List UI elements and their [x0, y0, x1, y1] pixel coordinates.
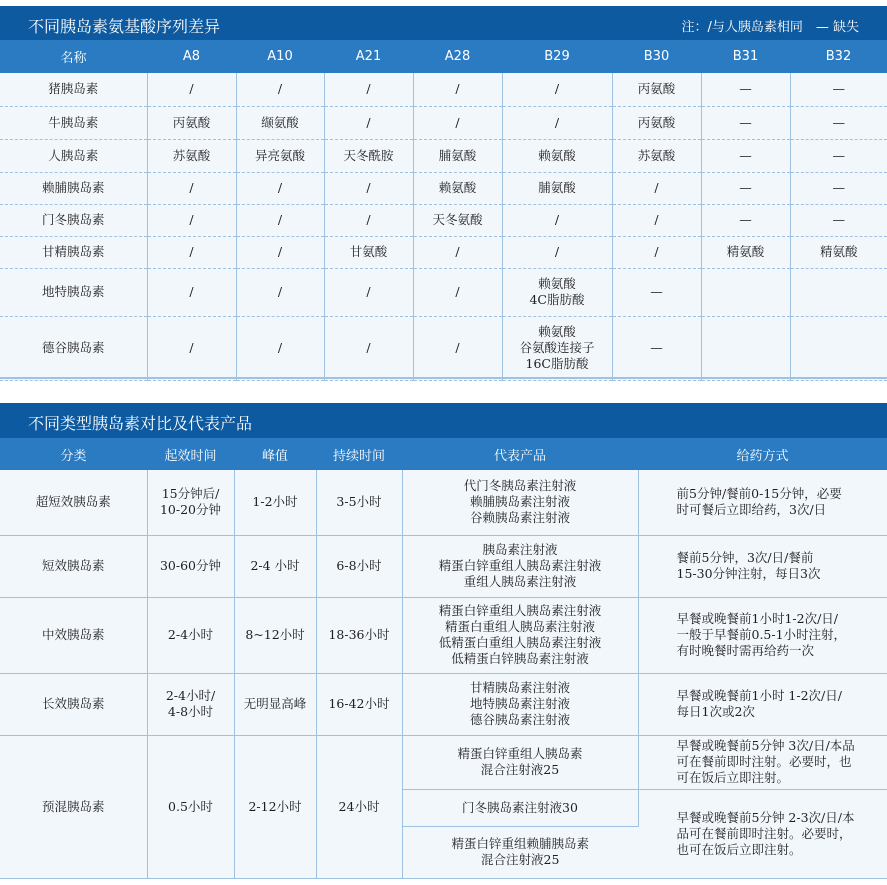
- table-cell: /: [413, 236, 502, 268]
- row-name-cell: 人胰岛素: [0, 139, 147, 172]
- table1-title: 不同胰岛素氨基酸序列差异: [28, 17, 221, 36]
- table1-header: [0, 40, 887, 73]
- type-cell: 超短效胰岛素: [0, 470, 147, 535]
- peak-cell: 8~12小时: [234, 597, 316, 673]
- products-cell: 精蛋白锌重组人胰岛素 混合注射液25: [402, 735, 638, 789]
- products-cell: 门冬胰岛素注射液30: [402, 789, 638, 826]
- table-cell: [701, 316, 790, 380]
- table2-body: [0, 470, 887, 879]
- table-cell: /: [413, 73, 502, 106]
- table-cell: [790, 268, 887, 316]
- table1-title-bar: [0, 6, 887, 40]
- table-cell: 赖氨酸 4C脂肪酸: [502, 268, 612, 316]
- peak-cell: 2-4 小时: [234, 535, 316, 597]
- duration-cell: 6-8小时: [316, 535, 402, 597]
- table-cell: /: [147, 236, 236, 268]
- table-row: [0, 535, 887, 597]
- table-row: [0, 139, 887, 172]
- table-row: [0, 172, 887, 204]
- table1-note: 注：/与人胰岛素相同 — 缺失: [681, 20, 859, 35]
- table2-header-cell: 给药方式: [736, 448, 789, 464]
- table-cell: 苏氨酸: [147, 139, 236, 172]
- admin-cell: 早餐或晚餐前5分钟 3次/日/本品 可在餐前即时注射。必要时，也 可在饭后立即注射。: [638, 735, 887, 789]
- row-name-cell: 门冬胰岛素: [0, 204, 147, 236]
- table-cell: /: [236, 236, 324, 268]
- products-cell: 甘精胰岛素注射液 地特胰岛素注射液 德谷胰岛素注射液: [402, 673, 638, 735]
- table-cell: 苏氨酸: [612, 139, 701, 172]
- table-cell: 精氨酸: [790, 236, 887, 268]
- row-name-cell: 甘精胰岛素: [0, 236, 147, 268]
- table-cell: /: [413, 316, 502, 380]
- row-name-cell: 地特胰岛素: [0, 268, 147, 316]
- table-cell: 丙氨酸: [612, 106, 701, 139]
- duration-cell: 16-42小时: [316, 673, 402, 735]
- table-cell: —: [701, 139, 790, 172]
- table-cell: /: [612, 236, 701, 268]
- table-cell: /: [147, 73, 236, 106]
- duration-cell: 18-36小时: [316, 597, 402, 673]
- admin-cell: 前5分钟/餐前0-15分钟，必要 时可餐后立即给药，3次/日: [638, 470, 887, 535]
- table1-header-cell: A28: [444, 49, 471, 64]
- table-cell: [701, 268, 790, 316]
- table-cell: /: [324, 268, 413, 316]
- table-cell: /: [147, 204, 236, 236]
- row-name-cell: 猪胰岛素: [0, 73, 147, 106]
- table-cell: 赖氨酸: [502, 139, 612, 172]
- table-cell: —: [790, 106, 887, 139]
- table-row: [0, 673, 887, 735]
- table1-body: [0, 73, 887, 381]
- table-cell: —: [790, 204, 887, 236]
- table-cell: —: [790, 73, 887, 106]
- row-name-cell: 赖脯胰岛素: [0, 172, 147, 204]
- table-row: [0, 470, 887, 535]
- table2-header-cell: 分类: [60, 448, 87, 464]
- duration-cell: 24小时: [316, 735, 402, 878]
- peak-cell: 1-2小时: [234, 470, 316, 535]
- products-cell: 胰岛素注射液 精蛋白锌重组人胰岛素注射液 重组人胰岛素注射液: [402, 535, 638, 597]
- table2-header: [0, 438, 887, 470]
- duration-cell: 3-5小时: [316, 470, 402, 535]
- row-name-cell: 德谷胰岛素: [0, 316, 147, 380]
- table1-header-cell: B32: [825, 49, 852, 64]
- type-cell: 短效胰岛素: [0, 535, 147, 597]
- table2-header-cell: 持续时间: [332, 448, 385, 464]
- table2-header-cell: 峰值: [261, 448, 288, 464]
- table-cell: —: [612, 316, 701, 380]
- peak-cell: 无明显高峰: [234, 673, 316, 735]
- admin-cell: 早餐或晚餐前1小时 1-2次/日/ 每日1次或2次: [638, 673, 887, 735]
- admin-cell: 早餐或晚餐前1小时1-2次/日/ 一般于早餐前0.5-1小时注射， 有时晚餐时需再给药一次: [638, 597, 887, 673]
- row-name-cell: 牛胰岛素: [0, 106, 147, 139]
- table-cell: 丙氨酸: [147, 106, 236, 139]
- table-cell: 脯氨酸: [502, 172, 612, 204]
- table-row: [0, 73, 887, 106]
- onset-cell: 2-4小时/ 4-8小时: [147, 673, 234, 735]
- table-cell: /: [236, 73, 324, 106]
- table-cell: /: [502, 106, 612, 139]
- table-cell: —: [790, 139, 887, 172]
- table-row: [0, 106, 887, 139]
- table-row: [0, 597, 887, 673]
- table1-header-cell: A8: [182, 49, 201, 64]
- peak-cell: 2-12小时: [234, 735, 316, 878]
- table-cell: /: [324, 204, 413, 236]
- table-cell: /: [502, 73, 612, 106]
- products-cell: 精蛋白锌重组人胰岛素注射液 精蛋白重组人胰岛素注射液 低精蛋白重组人胰岛素注射液 低精蛋白锌胰岛素注射液: [402, 597, 638, 673]
- products-cell: 代门冬胰岛素注射液 赖脯胰岛素注射液 谷赖胰岛素注射液: [402, 470, 638, 535]
- onset-cell: 2-4小时: [147, 597, 234, 673]
- table-cell: /: [236, 316, 324, 380]
- table-cell: /: [236, 268, 324, 316]
- table-cell: 脯氨酸: [413, 139, 502, 172]
- type-cell: 中效胰岛素: [0, 597, 147, 673]
- table2-header-cell: 起效时间: [164, 448, 217, 464]
- type-cell: 长效胰岛素: [0, 673, 147, 735]
- table1-header-cell: 名称: [60, 51, 87, 66]
- table-cell: 甘氨酸: [324, 236, 413, 268]
- admin-cell: 餐前5分钟，3次/日/餐前 15-30分钟注射，每日3次: [638, 535, 887, 597]
- table-row: [0, 316, 887, 380]
- table-cell: /: [324, 106, 413, 139]
- table2-title: 不同类型胰岛素对比及代表产品: [28, 414, 253, 433]
- table-cell: 天冬氨酸: [413, 204, 502, 236]
- table-row: [0, 268, 887, 316]
- table-cell: /: [413, 106, 502, 139]
- products-cell: 精蛋白锌重组赖脯胰岛素 混合注射液25: [402, 826, 638, 878]
- onset-cell: 0.5小时: [147, 735, 234, 878]
- table1-header-cell: B30: [643, 49, 670, 64]
- table2-title-bar: [0, 403, 887, 438]
- table-cell: /: [324, 316, 413, 380]
- table1-header-cell: A10: [267, 49, 293, 64]
- table-cell: /: [147, 316, 236, 380]
- table-row: [0, 236, 887, 268]
- table2-header-cell: 代表产品: [493, 448, 546, 464]
- table-cell: —: [701, 73, 790, 106]
- type-cell: 预混胰岛素: [0, 735, 147, 878]
- table-cell: [790, 316, 887, 380]
- table-cell: /: [147, 268, 236, 316]
- table-cell: 缬氨酸: [236, 106, 324, 139]
- table-row: [0, 204, 887, 236]
- table-cell: /: [413, 268, 502, 316]
- table-cell: 赖氨酸: [413, 172, 502, 204]
- table1-header-cell: B29: [544, 49, 570, 64]
- table-row: [0, 735, 887, 789]
- table-cell: —: [612, 268, 701, 316]
- table-cell: /: [612, 204, 701, 236]
- onset-cell: 30-60分钟: [147, 535, 234, 597]
- table-cell: —: [701, 106, 790, 139]
- table-cell: —: [701, 172, 790, 204]
- table1-header-cell: A21: [355, 49, 382, 64]
- table-cell: /: [502, 204, 612, 236]
- table-cell: /: [147, 172, 236, 204]
- table-cell: 赖氨酸 谷氨酸连接子 16C脂肪酸: [502, 316, 612, 380]
- table-cell: /: [502, 236, 612, 268]
- table-cell: /: [612, 172, 701, 204]
- table-cell: —: [701, 204, 790, 236]
- table-cell: 精氨酸: [701, 236, 790, 268]
- table-cell: 天冬酰胺: [324, 139, 413, 172]
- table1-bottom-line: [0, 377, 887, 379]
- table1-header-cell: B31: [732, 49, 759, 64]
- table-cell: /: [236, 204, 324, 236]
- table-cell: /: [236, 172, 324, 204]
- table-cell: 丙氨酸: [612, 73, 701, 106]
- onset-cell: 15分钟后/ 10-20分钟: [147, 470, 234, 535]
- table-cell: /: [324, 172, 413, 204]
- table-cell: /: [324, 73, 413, 106]
- table-cell: 异亮氨酸: [236, 139, 324, 172]
- table-cell: —: [790, 172, 887, 204]
- admin-cell: 早餐或晚餐前5分钟 2-3次/日/本 品可在餐前即时注射。必要时， 也可在饭后立即注射。: [638, 789, 887, 878]
